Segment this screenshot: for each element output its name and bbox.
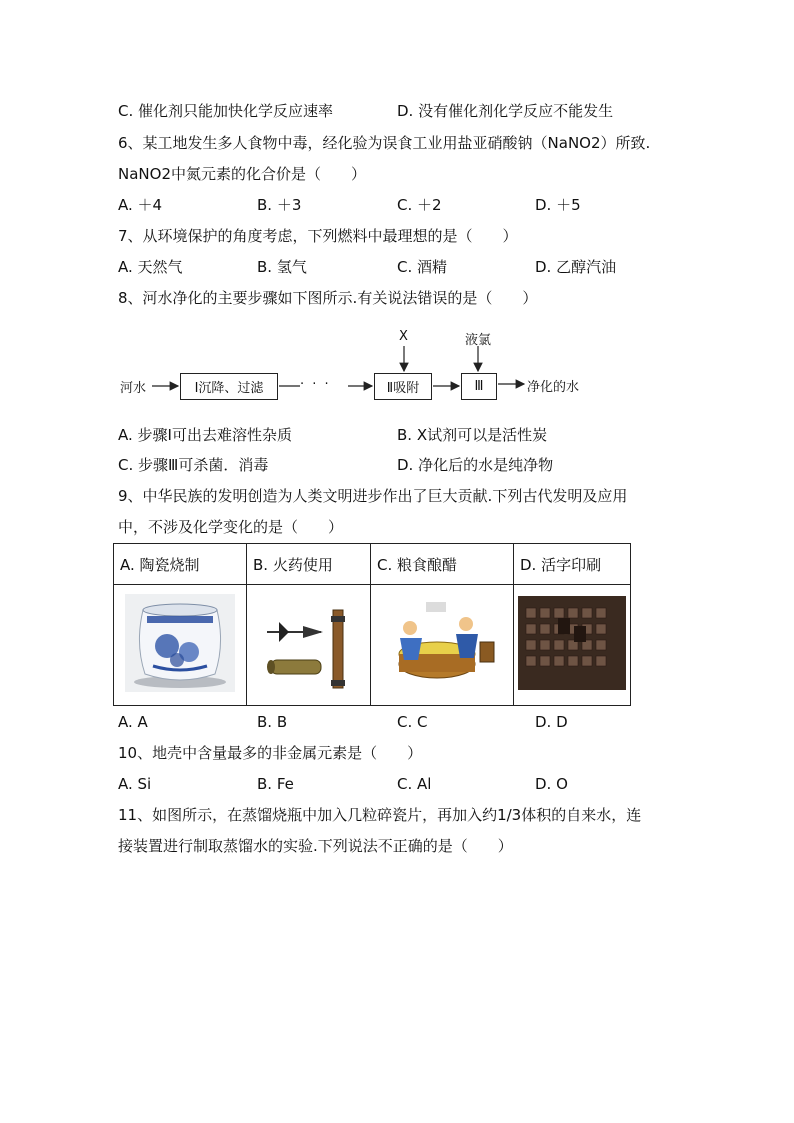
q6-option-d: D. ＋5 <box>535 196 581 214</box>
q9-option-b: B. B <box>257 713 288 731</box>
q9-header-a: A. 陶瓷烧制 <box>114 544 247 585</box>
q11-stem-line2: 接装置进行制取蒸馏水的实验.下列说法不正确的是（ ） <box>118 837 513 855</box>
q10-option-d: D. O <box>535 775 568 793</box>
q9-header-b: B. 火药使用 <box>247 544 371 585</box>
q9-option-d: D. D <box>535 713 568 731</box>
diagram-arrows <box>0 0 794 420</box>
q8-option-d: D. 净化后的水是纯净物 <box>397 456 554 474</box>
q10-stem: 10、地壳中含量最多的非金属元素是（ ） <box>118 744 423 762</box>
q9-stem-line1: 9、中华民族的发明创造为人类文明进步作出了巨大贡献.下列古代发明及应用 <box>118 487 628 505</box>
q8-option-a: A. 步骤Ⅰ可出去难溶性杂质 <box>118 426 292 444</box>
q6-option-c: C. ＋2 <box>397 196 442 214</box>
diagram-step3-box: Ⅲ <box>461 373 497 400</box>
q8-stem: 8、河水净化的主要步骤如下图所示.有关说法错误的是（ ） <box>118 289 538 307</box>
q6-option-a: A. ＋4 <box>118 196 163 214</box>
q9-inventions-table <box>113 543 631 706</box>
q8-option-b: B. X试剂可以是活性炭 <box>397 426 548 444</box>
diagram-input-label: 河水 <box>120 381 147 396</box>
q7-stem: 7、从环境保护的角度考虑，下列燃料中最理想的是（ ） <box>118 227 518 245</box>
diagram-step1-box: Ⅰ沉降、过滤 <box>180 373 278 400</box>
q11-stem-line1: 11、如图所示，在蒸馏烧瓶中加入几粒碎瓷片，再加入约1/3体积的自来水，连 <box>118 806 642 824</box>
q9-stem-line2: 中，不涉及化学变化的是（ ） <box>118 518 344 536</box>
q10-option-a: A. Si <box>118 775 152 793</box>
q9-header-d: D. 活字印刷 <box>514 544 631 585</box>
q8-option-c: C. 步骤Ⅲ可杀菌．消毒 <box>118 456 269 474</box>
diagram-dots: · · · <box>300 377 331 392</box>
q6-stem-line2: NaNO2中氮元素的化合价是（ ） <box>118 165 366 183</box>
gunpowder-weapons-image <box>247 585 371 706</box>
vinegar-brewing-image <box>371 585 514 706</box>
diagram-output-label: 净化的水 <box>527 380 580 395</box>
q10-option-b: B. Fe <box>257 775 294 793</box>
movable-type-image <box>514 585 631 706</box>
q9-header-c: C. 粮食酿醋 <box>371 544 514 585</box>
diagram-step2-box: Ⅱ吸附 <box>374 373 432 400</box>
q7-option-d: D. 乙醇汽油 <box>535 258 617 276</box>
diagram-reagent-x: X <box>399 329 408 344</box>
q5-option-d: D. 没有催化剂化学反应不能发生 <box>397 102 614 120</box>
q9-option-c: C. C <box>397 713 428 731</box>
diagram-reagent-chlorine: 液氯 <box>465 333 492 348</box>
q6-stem-line1: 6、某工地发生多人食物中毒，经化验为误食工业用盐亚硝酸钠（NaNO2）所致. <box>118 134 651 152</box>
q9-option-a: A. A <box>118 713 148 731</box>
porcelain-jar-image <box>114 585 247 706</box>
q7-option-c: C. 酒精 <box>397 258 448 276</box>
q7-option-b: B. 氢气 <box>257 258 307 276</box>
q5-option-c: C. 催化剂只能加快化学反应速率 <box>118 102 334 120</box>
q7-option-a: A. 天然气 <box>118 258 183 276</box>
q10-option-c: C. Al <box>397 775 432 793</box>
q6-option-b: B. ＋3 <box>257 196 302 214</box>
